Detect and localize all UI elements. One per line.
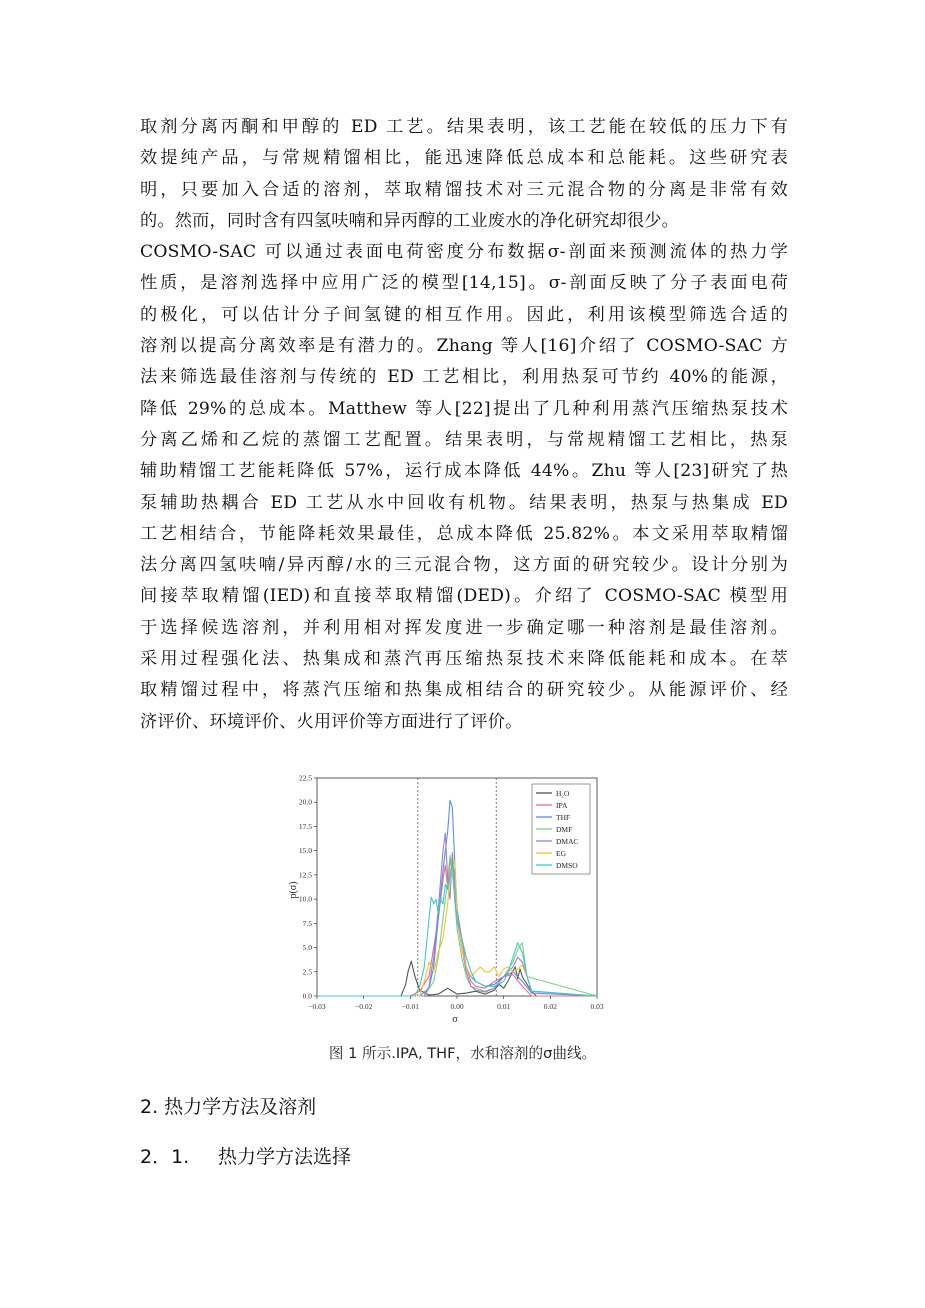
section-heading: 2. 热力学方法及溶剂 [140, 1096, 317, 1118]
body-line: 取剂分离丙酮和甲醇的 ED 工艺。结果表明，该工艺能在较低的压力下有 [140, 117, 788, 137]
legend-label: IPA [556, 800, 568, 810]
y-tick-label: 12.5 [298, 870, 312, 880]
y-axis-label: p(σ) [288, 881, 299, 899]
body-line: 明，只要加入合适的溶剂，萃取精馏技术对三元混合物的分离是非常有效 [140, 179, 788, 200]
body-line: 法分离四氢呋喃/异丙醇/水的三元混合物，这方面的研究较少。设计分别为 [140, 555, 788, 576]
legend-label: THF [556, 812, 571, 822]
x-tick-label: −0.03 [308, 1002, 326, 1011]
figure-caption: 图 1 所示.IPA, THF，水和溶剂的σ曲线。 [328, 1045, 597, 1062]
x-axis-label: σ [452, 1014, 458, 1025]
body-line: 分离乙烯和乙烷的蒸馏工艺配置。结果表明，与常规精馏工艺相比，热泵 [140, 429, 788, 450]
x-tick-label: 0.00 [450, 1002, 464, 1011]
body-line: 性质，是溶剂选择中应用广泛的模型[14,15]。σ-剖面反映了分子表面电荷 [140, 273, 788, 294]
y-tick-label: 0.0 [302, 991, 312, 1001]
body-line: 于选择候选溶剂，并利用相对挥发度进一步确定哪一种溶剂是最佳溶剂。 [140, 617, 788, 638]
body-line: 的。然而，同时含有四氢呋喃和异丙醇的工业废水的净化研究却很少。 [140, 210, 680, 231]
y-tick-label: 17.5 [298, 821, 312, 831]
x-tick-label: −0.02 [354, 1002, 373, 1011]
y-tick-label: 10.0 [298, 894, 312, 904]
body-line: 辅助精馏工艺能耗降低 57%，运行成本降低 44%。Zhu 等人[23]研究了热 [140, 461, 788, 482]
body-line: 法来筛选最佳溶剂与传统的 ED 工艺相比，利用热泵可节约 40%的能源， [140, 367, 788, 388]
subsection-heading [140, 1142, 351, 1169]
body-line: 降低 29%的总成本。Matthew 等人[22]提出了几种利用蒸汽压缩热泵技术 [140, 398, 788, 419]
body-line: 溶剂以提高分离效率是有潜力的。Zhang 等人[16]介绍了 COSMO-SAC 方 [140, 336, 788, 357]
body-line: 取精馏过程中，将蒸汽压缩和热集成相结合的研究较少。从能源评价、经 [140, 680, 788, 701]
y-tick-label: 2.5 [302, 967, 312, 977]
x-tick-label: 0.01 [497, 1002, 511, 1011]
body-line: COSMO-SAC 可以通过表面电荷密度分布数据σ-剖面来预测流体的热力学 [140, 242, 788, 263]
body-line: 泵辅助热耦合 ED 工艺从水中回收有机物。结果表明，热泵与热集成 ED [140, 492, 788, 513]
y-tick-label: 20.0 [298, 797, 312, 807]
y-tick-label: 7.5 [302, 918, 312, 928]
x-tick-label: −0.01 [401, 1002, 420, 1011]
sigma-profile-chart [282, 770, 612, 1028]
legend-label: DMAC [556, 836, 579, 846]
y-tick-label: 15.0 [298, 846, 312, 856]
body-line: 间接萃取精馏(IED)和直接萃取精馏(DED)。介绍了 COSMO-SAC 模型用 [140, 586, 788, 607]
x-tick-label: 0.03 [590, 1002, 604, 1011]
subsection-number: 2．1. [140, 1146, 190, 1168]
body-line: 济评价、环境评价、火用评价等方面进行了评价。 [140, 711, 523, 732]
body-line: 采用过程强化法、热集成和蒸汽再压缩热泵技术来降低能耗和成本。在萃 [140, 649, 788, 670]
legend-label: DMSO [556, 860, 578, 870]
body-line: 的极化，可以估计分子间氢键的相互作用。因此，利用该模型筛选合适的 [140, 304, 788, 325]
series-line-dmf [317, 856, 597, 997]
body-line: 工艺相结合，节能降耗效果最佳，总成本降低 25.82%。本文采用萃取精馏 [140, 523, 788, 544]
body-text [140, 112, 788, 738]
y-tick-label: 22.5 [298, 773, 312, 783]
x-tick-label: 0.02 [543, 1002, 557, 1011]
subsection-title: 热力学方法选择 [218, 1146, 352, 1168]
body-line: 效提纯产品，与常规精馏相比，能迅速降低总成本和总能耗。这些研究表 [140, 148, 788, 169]
series-line-ho [317, 961, 597, 996]
y-tick-label: 5.0 [302, 943, 312, 953]
legend-label: DMF [556, 824, 573, 834]
sigma-profile-figure [282, 770, 612, 1028]
legend-label: H₂O [556, 788, 570, 798]
legend-label: EG [556, 848, 566, 858]
